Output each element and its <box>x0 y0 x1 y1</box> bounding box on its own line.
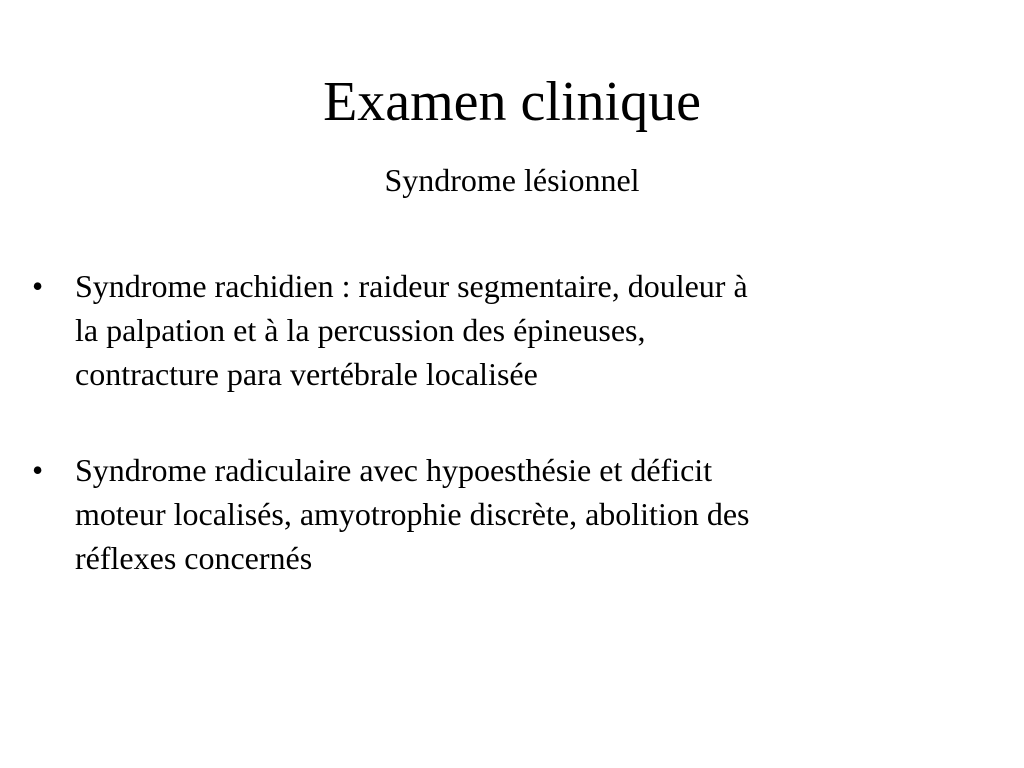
bullet-item <box>0 448 1024 580</box>
slide-subtitle: Syndrome lésionnel <box>384 162 640 198</box>
bullet-icon: • <box>32 452 44 488</box>
bullet-text: Syndrome radiculaire avec hypoesthésie et déficit moteur localisés, amyotrophie discrète, abolition des réflexes concernés <box>75 452 750 576</box>
bullet-list <box>0 264 1024 632</box>
bullet-item <box>0 264 1024 396</box>
bullet-text: Syndrome rachidien : raideur segmentaire, douleur à la palpation et à la percussion des épineuses, contracture para vertébrale localisée <box>75 268 748 392</box>
slide-title: Examen clinique <box>323 71 701 133</box>
bullet-icon: • <box>32 268 44 304</box>
